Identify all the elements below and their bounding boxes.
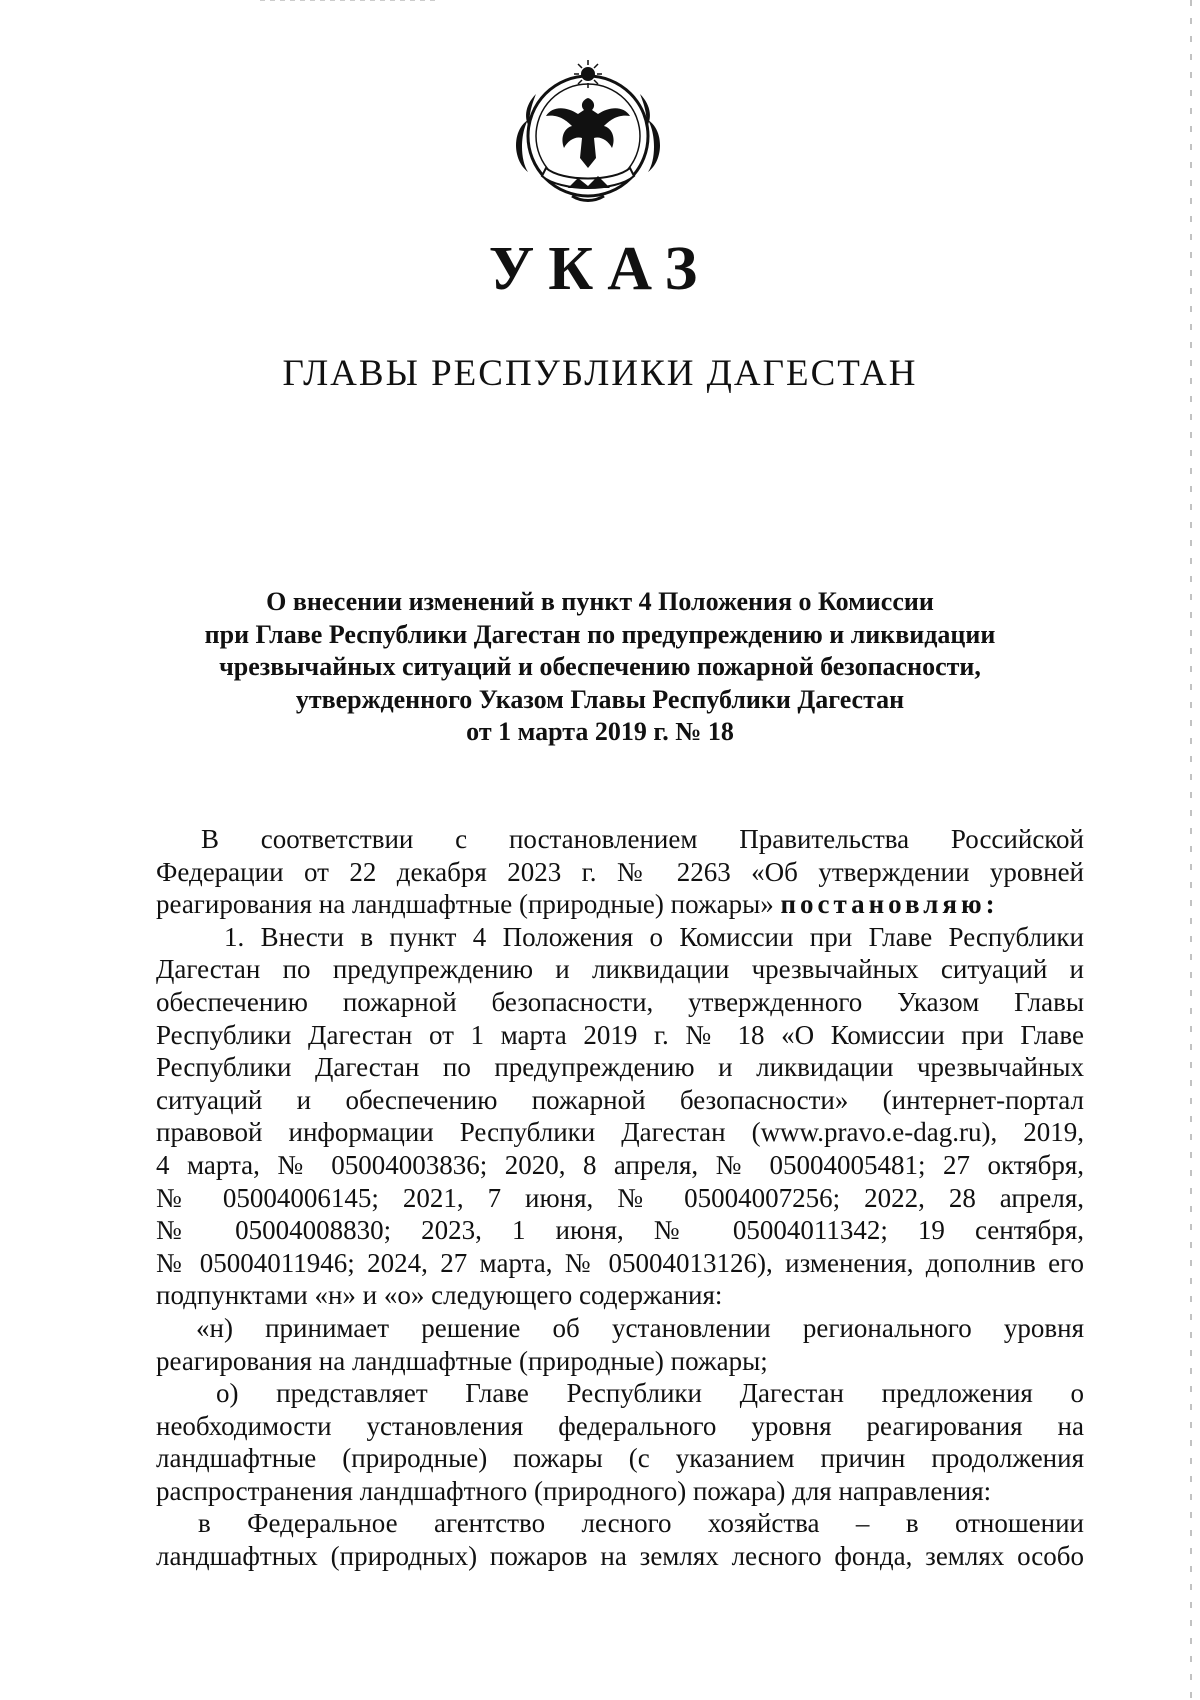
body-line: 1. Внести в пункт 4 Положения о Комиссии при Главе Республики (224, 921, 1084, 952)
coat-of-arms-icon (506, 50, 670, 218)
body-line: распространения ландшафтного (природного) пожара) для направления: (156, 1475, 992, 1506)
body-line: ландшафтные (природные) пожары (с указанием причин продолжения (156, 1443, 1084, 1474)
scan-artifact-line (260, 0, 440, 1)
document-title (150, 586, 1050, 749)
body-line: реагирования на ландшафтные (природные) пожары; (156, 1345, 768, 1376)
decree-keyword: постановляю: (780, 889, 999, 920)
body-line: № 05004006145; 2021, 7 июня, № 05004007256; 2022, 28 апреля, (156, 1182, 1084, 1213)
body-line: Дагестан по предупреждению и ликвидации чрезвычайных ситуаций и (156, 954, 1084, 985)
body-line: подпунктами «н» и «о» следующего содержания: (156, 1280, 723, 1311)
body-line: необходимости установления федерального уровня реагирования на (156, 1410, 1084, 1441)
body-line: № 05004008830; 2023, 1 июня, № 05004011342; 19 сентября, (156, 1215, 1084, 1246)
body-line: Федерации от 22 декабря 2023 г. № 2263 «Об утверждении уровней (156, 856, 1084, 887)
body-line (156, 888, 1084, 921)
body-line: Республики Дагестан по предупреждению и ликвидации чрезвычайных (156, 1052, 1084, 1083)
title-line: утвержденного Указом Главы Республики Дагестан (295, 684, 905, 714)
body-line: ситуаций и обеспечению пожарной безопасности» (интернет-портал (156, 1084, 1084, 1115)
body-line: 4 марта, № 05004003836; 2020, 8 апреля, № 05004005481; 27 октября, (156, 1149, 1084, 1180)
title-line: О внесении изменений в пункт 4 Положения о Комиссии (266, 587, 934, 616)
body-line: «н) принимает решение об установлении регионального уровня (196, 1312, 1084, 1343)
body-line: № 05004011946; 2024, 27 марта, № 05004013126), изменения, дополнив его (156, 1247, 1084, 1278)
body-line: правовой информации Республики Дагестан (www.pravo.e-dag.ru), 2019, (156, 1117, 1084, 1148)
document-body (156, 823, 1084, 1573)
title-line: чрезвычайных ситуаций и обеспечению пожарной безопасности, (219, 652, 981, 682)
body-line: В соответствии с постановлением Правительства Российской (201, 824, 1084, 854)
issuer-heading: ГЛАВЫ РЕСПУБЛИКИ ДАГЕСТАН (282, 353, 918, 394)
body-line: Республики Дагестан от 1 марта 2019 г. № 18 «О Комиссии при Главе (156, 1019, 1084, 1050)
document-type-heading: УКАЗ (488, 235, 712, 303)
body-text-fragment: реагирования на ландшафтные (природные) пожары» (156, 889, 774, 920)
title-line: при Главе Республики Дагестан по предупреждению и ликвидации (204, 619, 996, 649)
body-line: о) представляет Главе Республики Дагестан предложения о (216, 1378, 1084, 1409)
body-line: в Федеральное агентство лесного хозяйства – в отношении (198, 1508, 1084, 1539)
body-line: обеспечению пожарной безопасности, утвержденного Указом Главы (156, 986, 1084, 1017)
body-line: ландшафтных (природных) пожаров на землях лесного фонда, землях особо (156, 1541, 1084, 1572)
title-line: от 1 марта 2019 г. № 18 (466, 717, 734, 747)
